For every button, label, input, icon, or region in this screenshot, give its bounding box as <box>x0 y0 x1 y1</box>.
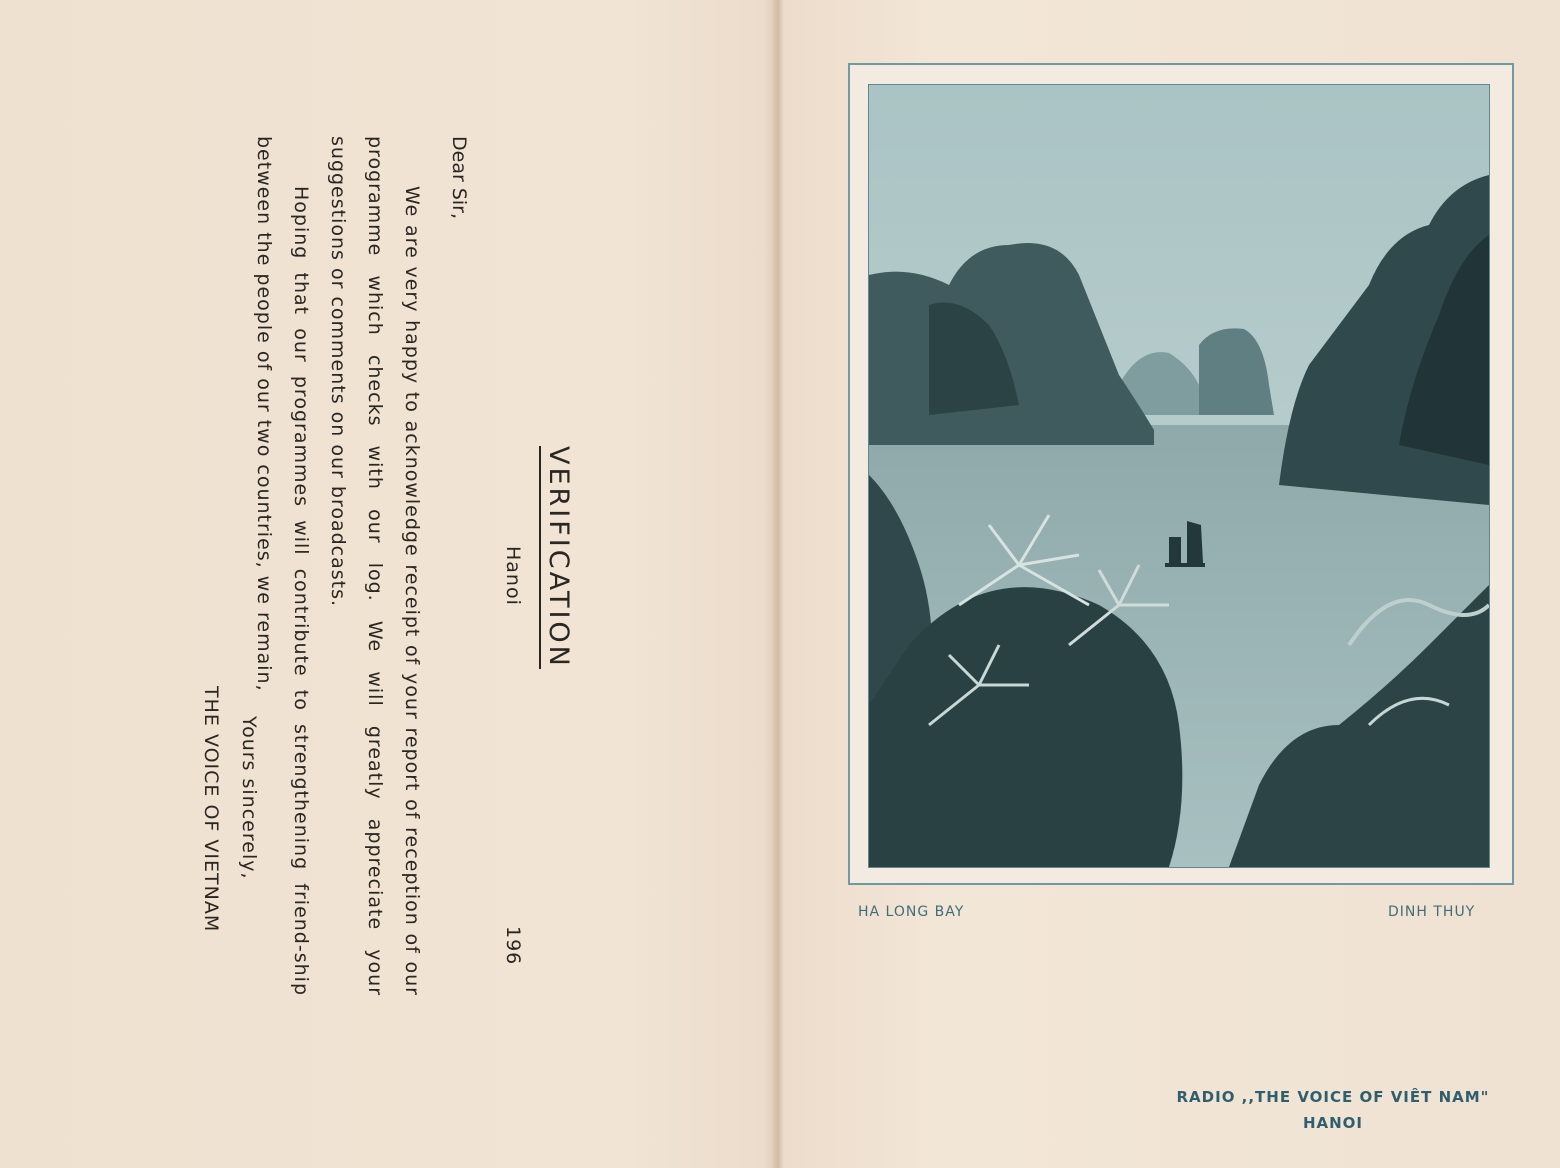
station-block <box>1100 1084 1560 1136</box>
landscape-image <box>869 85 1489 867</box>
letter-closing <box>192 686 268 933</box>
letter-body <box>245 136 430 996</box>
letter-city: Hanoi <box>502 546 524 606</box>
salutation: Dear Sir, <box>448 136 470 220</box>
station-city: HANOI <box>1302 1114 1364 1132</box>
letter-panel <box>0 0 772 1168</box>
ha-long-bay-photo <box>868 84 1490 868</box>
letter-title: VERIFICATION <box>539 446 574 669</box>
letter-paragraph-2: Hoping that our programmes will contribute to strengthening friend-ship between the people of our two countries, we remain, <box>253 136 312 996</box>
signature: THE VOICE OF VIETNAM <box>200 686 222 933</box>
closing-line: Yours sincerely, <box>238 716 260 880</box>
photo-caption-photographer: DINH THUY <box>1388 904 1476 920</box>
station-name: RADIO ,,THE VOICE OF VIÊT NAM" <box>1176 1088 1490 1106</box>
letter-paragraph-1: We are very happy to acknowledge receipt of your report of reception of our programme which checks with our log. We will greatly appreciate your suggestions or comments on our broadcasts. <box>327 136 423 996</box>
verification-letter <box>164 136 574 996</box>
card-fold <box>772 0 784 1168</box>
photo-caption-location: HA LONG BAY <box>858 904 965 920</box>
letter-year: 196 <box>502 926 524 966</box>
